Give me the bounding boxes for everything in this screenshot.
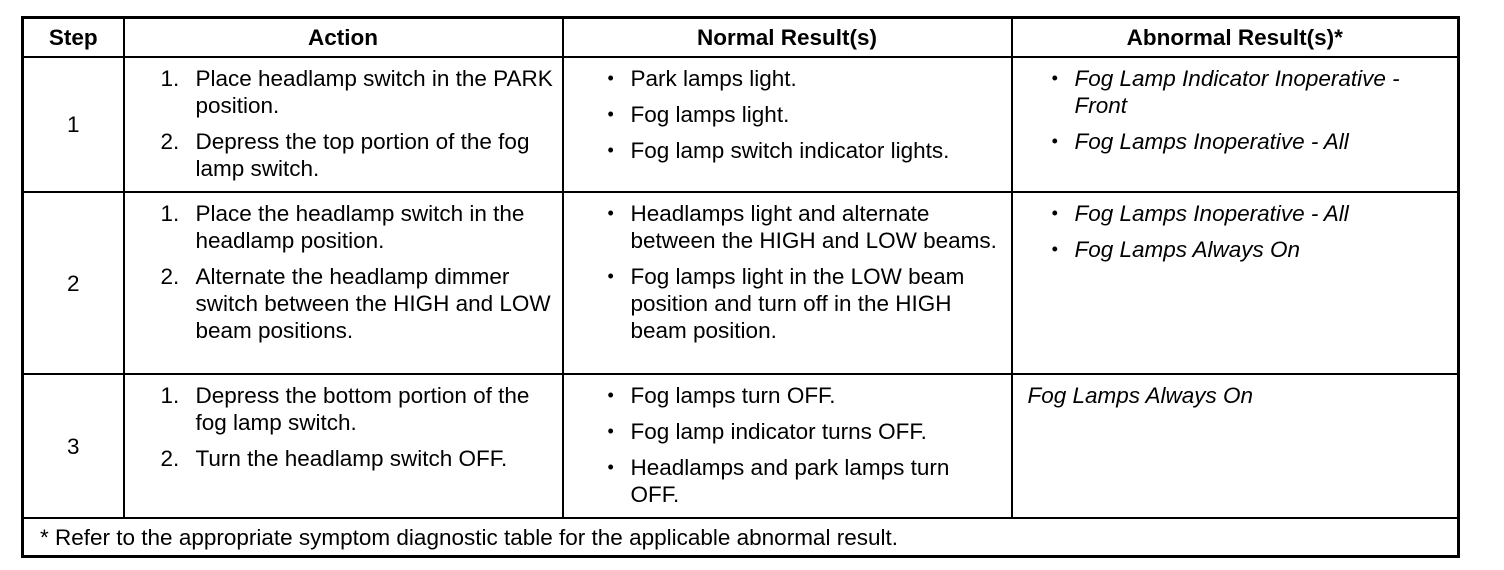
action-text: Place headlamp switch in the PARK position. [195, 66, 553, 118]
normal-result-text: Fog lamps light. [630, 102, 790, 127]
abnormal-result-text: Fog Lamps Inoperative - All [1074, 129, 1349, 154]
table-header-row [23, 18, 1459, 58]
normal-result-text: Headlamps light and alternate between the HIGH and LOW beams. [630, 201, 997, 253]
action-cell [124, 57, 563, 192]
action-cell [124, 374, 563, 518]
action-item [125, 263, 554, 344]
bullet-icon: • [607, 421, 614, 441]
abnormal-result-item [1013, 128, 1450, 155]
bullet-icon: • [607, 140, 614, 160]
normal-result-item [564, 137, 1003, 164]
abnormal-result-text: Fog Lamp Indicator Inoperative - Front [1074, 66, 1400, 118]
normal-result-cell [563, 57, 1012, 192]
action-number: 2. [160, 446, 180, 471]
bullet-icon: • [607, 203, 614, 223]
step-number: 2 [23, 192, 124, 374]
abnormal-result-item [1013, 236, 1450, 263]
normal-result-item [564, 382, 1003, 409]
action-number: 1. [160, 383, 180, 408]
action-item [125, 382, 554, 436]
normal-result-item [564, 454, 1003, 508]
action-number: 1. [160, 66, 180, 91]
normal-result-item [564, 263, 1003, 344]
action-text: Turn the headlamp switch OFF. [195, 446, 508, 471]
action-text: Depress the bottom portion of the fog lamp switch. [195, 383, 530, 435]
normal-result-item [564, 65, 1003, 92]
abnormal-result-text: Fog Lamps Inoperative - All [1074, 201, 1349, 226]
normal-result-text: Park lamps light. [630, 66, 797, 91]
action-item [125, 65, 554, 119]
bullet-icon: • [1051, 239, 1058, 259]
bullet-icon: • [607, 385, 614, 405]
bullet-icon: • [607, 457, 614, 477]
action-number: 2. [160, 129, 180, 154]
action-item [125, 128, 554, 182]
normal-result-cell [563, 192, 1012, 374]
bullet-icon: • [607, 104, 614, 124]
bullet-icon: • [607, 266, 614, 286]
abnormal-result-item [1013, 65, 1450, 119]
bullet-icon: • [1051, 68, 1058, 88]
action-text: Depress the top portion of the fog lamp switch. [195, 129, 530, 181]
abnormal-result-text: Fog Lamps Always On [1027, 383, 1254, 408]
action-item [125, 200, 554, 254]
diagnostic-table [21, 16, 1460, 558]
table-row [23, 374, 1459, 518]
normal-result-text: Fog lamps light in the LOW beam position and turn off in the HIGH beam position. [630, 264, 965, 343]
step-number: 3 [23, 374, 124, 518]
action-item [125, 445, 554, 472]
normal-result-text: Fog lamp switch indicator lights. [630, 138, 950, 163]
header-action: Action [124, 18, 563, 58]
step-number: 1 [23, 57, 124, 192]
action-text: Place the headlamp switch in the headlamp position. [195, 201, 525, 253]
abnormal-result-text: Fog Lamps Always On [1074, 237, 1301, 262]
normal-result-cell [563, 374, 1012, 518]
normal-result-item [564, 200, 1003, 254]
bullet-icon: • [1051, 131, 1058, 151]
header-normal-results: Normal Result(s) [563, 18, 1012, 58]
header-abnormal-results: Abnormal Result(s)* [1012, 18, 1459, 58]
normal-result-item [564, 418, 1003, 445]
header-step: Step [23, 18, 124, 58]
abnormal-result-cell [1012, 57, 1459, 192]
action-number: 1. [160, 201, 180, 226]
table-row [23, 57, 1459, 192]
abnormal-result-cell [1012, 192, 1459, 374]
bullet-icon: • [607, 68, 614, 88]
normal-result-item [564, 101, 1003, 128]
footnote-row [23, 518, 1459, 557]
normal-result-text: Fog lamps turn OFF. [630, 383, 836, 408]
abnormal-result-cell [1012, 374, 1459, 518]
bullet-icon: • [1051, 203, 1058, 223]
abnormal-result-item [1013, 200, 1450, 227]
footnote: * Refer to the appropriate symptom diagnostic table for the applicable abnormal result. [23, 518, 1459, 557]
action-number: 2. [160, 264, 180, 289]
table-row [23, 192, 1459, 374]
action-cell [124, 192, 563, 374]
action-text: Alternate the headlamp dimmer switch between the HIGH and LOW beam positions. [195, 264, 551, 343]
normal-result-text: Headlamps and park lamps turn OFF. [630, 455, 950, 507]
normal-result-text: Fog lamp indicator turns OFF. [630, 419, 927, 444]
